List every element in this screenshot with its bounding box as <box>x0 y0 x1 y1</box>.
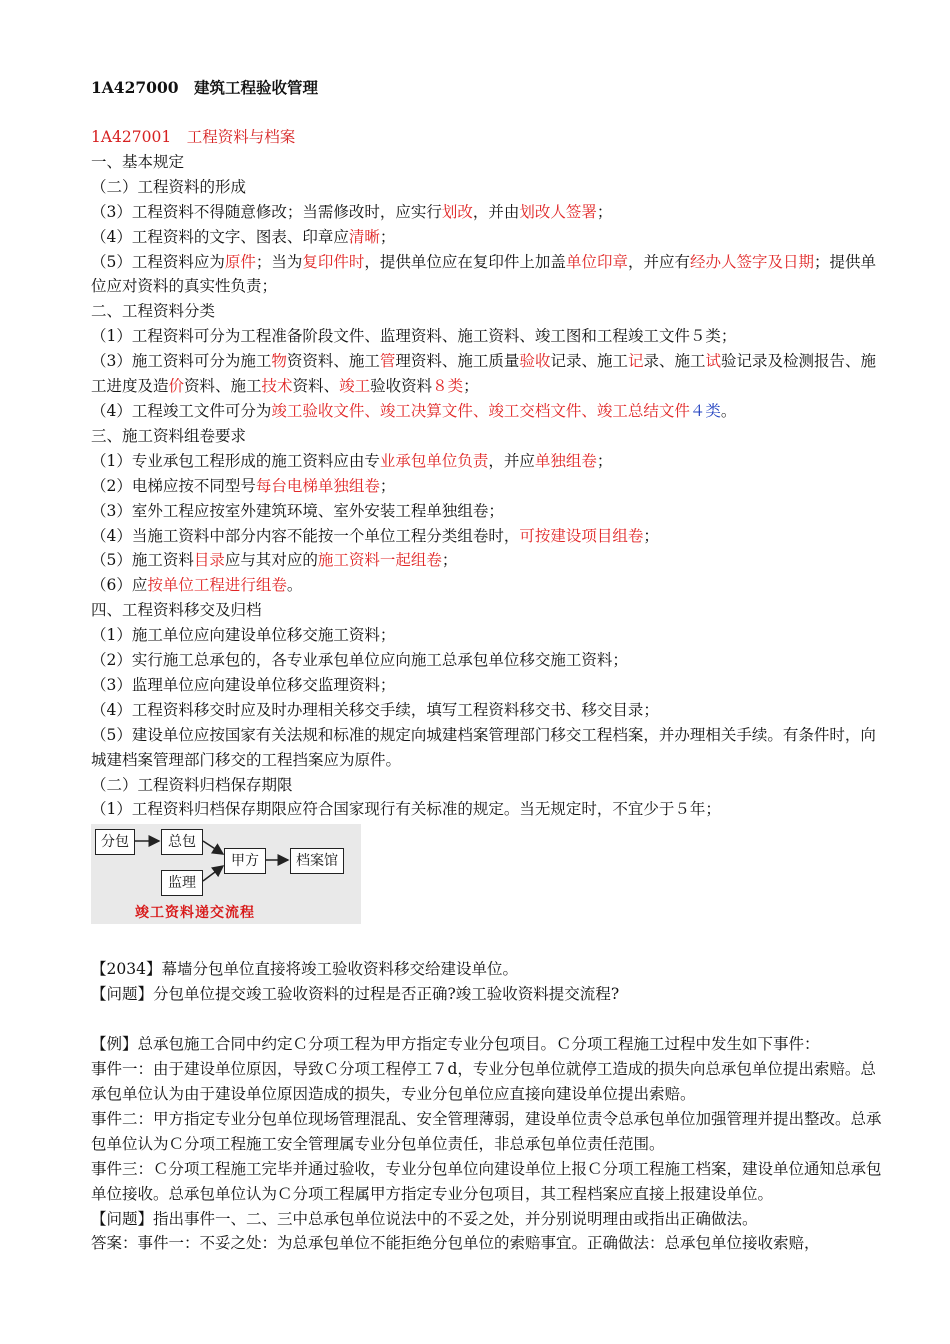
flow-caption: 竣工资料递交流程 <box>135 905 255 922</box>
class-1: （1）工程资料可分为工程准备阶段文件、监理资料、施工资料、竣工图和工程竣工文件５类； <box>91 327 737 346</box>
subheading-retention: （二）工程资料归档保存期限 <box>91 775 293 794</box>
node-owner: 甲方 <box>224 848 266 874</box>
handover-flow-diagram <box>91 824 361 924</box>
event-2: 事件二：甲方指定专业分包单位现场管理混乱、安全管理薄弱，建设单位责令总承包单位加强管理并提出整改。总承包单位认为Ｃ分项工程施工安全管理属专业分包单位责任，非总承包单位责任范围。 <box>91 1109 882 1153</box>
subheading-formation: （二）工程资料的形成 <box>91 177 247 196</box>
node-general-contractor: 总包 <box>161 829 203 855</box>
volume-4: （4）当施工资料中部分内容不能按一个单位工程分类组卷时，可按建设项目组卷； <box>91 526 659 545</box>
heading-volume-requirements: 三、施工资料组卷要求 <box>91 426 247 445</box>
volume-6: （6）应按单位工程进行组卷。 <box>91 576 303 595</box>
question-2: 【问题】指出事件一、二、三中总承包单位说法中的不妥之处，并分别说明理由或指出正确做法。 <box>91 1209 758 1228</box>
class-3: （3）施工资料可分为施工物资资料、施工管理资料、施工质量验收记录、施工记录、施工试验记录及检测报告、施工进度及造价资料、施工技术资料、竣工验收资料８类； <box>91 352 877 396</box>
question-1: 【问题】分包单位提交竣工验收资料的过程是否正确?竣工验收资料提交流程? <box>91 985 620 1004</box>
volume-3: （3）室外工程应按室外建筑环境、室外安装工程单独组卷； <box>91 501 504 520</box>
handover-2: （2）实行施工总承包的，各专业承包单位应向施工总承包单位移交施工资料； <box>91 651 628 670</box>
case-2034: 【2034】幕墙分包单位直接将竣工验收资料移交给建设单位。 <box>91 960 518 979</box>
answer-1: 答案：事件一：不妥之处：为总承包单位不能拒绝分包单位的索赔事宜。正确做法：总承包单位接收索赔， <box>91 1234 820 1253</box>
chapter-title: 1A427000 建筑工程验收管理 <box>91 78 319 97</box>
node-subcontractor: 分包 <box>95 829 135 855</box>
handover-1: （1）施工单位应向建设单位移交施工资料； <box>91 626 396 645</box>
heading-classification: 二、工程资料分类 <box>91 302 216 321</box>
event-3: 事件三：Ｃ分项工程施工完毕并通过验收，专业分包单位向建设单位上报Ｃ分项工程施工档案，建设单位通知总承包单位接收。总承包单位认为Ｃ分项工程属甲方指定专业分包项目，其工程档案应直接上报建设单位。 <box>91 1159 882 1203</box>
event-1: 事件一：由于建设单位原因，导致Ｃ分项工程停工７d，专业分包单位就停工造成的损失向总承包单位提出索赔。总承包单位认为由于建设单位原因造成的损失，专业分包单位应直接向建设单位提出索赔。 <box>91 1060 876 1103</box>
retention-1: （1）工程资料归档保存期限应符合国家现行有关标准的规定。当无规定时，不宜少于５年； <box>91 800 721 819</box>
class-4: （4）工程竣工文件可分为竣工验收文件、竣工决算文件、竣工交档文件、竣工总结文件４类。 <box>91 401 737 420</box>
example-intro: 【例】总承包施工合同中约定Ｃ分项工程为甲方指定专业分包项目。Ｃ分项工程施工过程中发生如下事件： <box>91 1035 820 1054</box>
handover-5: （5）建设单位应按国家有关法规和标准的规定向城建档案管理部门移交工程档案，并办理相关手续。有条件时，向城建档案管理部门移交的工程挡案应为原件。 <box>91 725 876 769</box>
rule-3: （3）工程资料不得随意修改；当需修改时，应实行划改，并由划改人签署； <box>91 202 613 221</box>
node-supervisor: 监理 <box>161 870 203 896</box>
handover-3: （3）监理单位应向建设单位移交监理资料； <box>91 675 396 694</box>
rule-4: （4）工程资料的文字、图表、印章应清晰； <box>91 227 396 246</box>
section-heading: 1A427001 工程资料与档案 <box>91 128 296 146</box>
rule-5: （5）工程资料应为原件；当为复印件时，提供单位应在复印件上加盖单位印章，并应有经办人签字及日期；提供单位应对资料的真实性负责； <box>91 252 876 296</box>
volume-1: （1）专业承包工程形成的施工资料应由专业承包单位负责，并应单独组卷； <box>91 451 613 470</box>
heading-handover: 四、工程资料移交及归档 <box>91 601 262 620</box>
volume-2: （2）电梯应按不同型号每台电梯单独组卷； <box>91 476 396 495</box>
heading-basic-rules: 一、基本规定 <box>91 152 185 171</box>
handover-4: （4）工程资料移交时应及时办理相关移交手续，填写工程资料移交书、移交目录； <box>91 700 659 719</box>
document-page <box>91 76 891 1256</box>
node-archives: 档案馆 <box>290 848 344 874</box>
volume-5: （5）施工资料目录应与其对应的施工资料一起组卷； <box>91 551 458 570</box>
